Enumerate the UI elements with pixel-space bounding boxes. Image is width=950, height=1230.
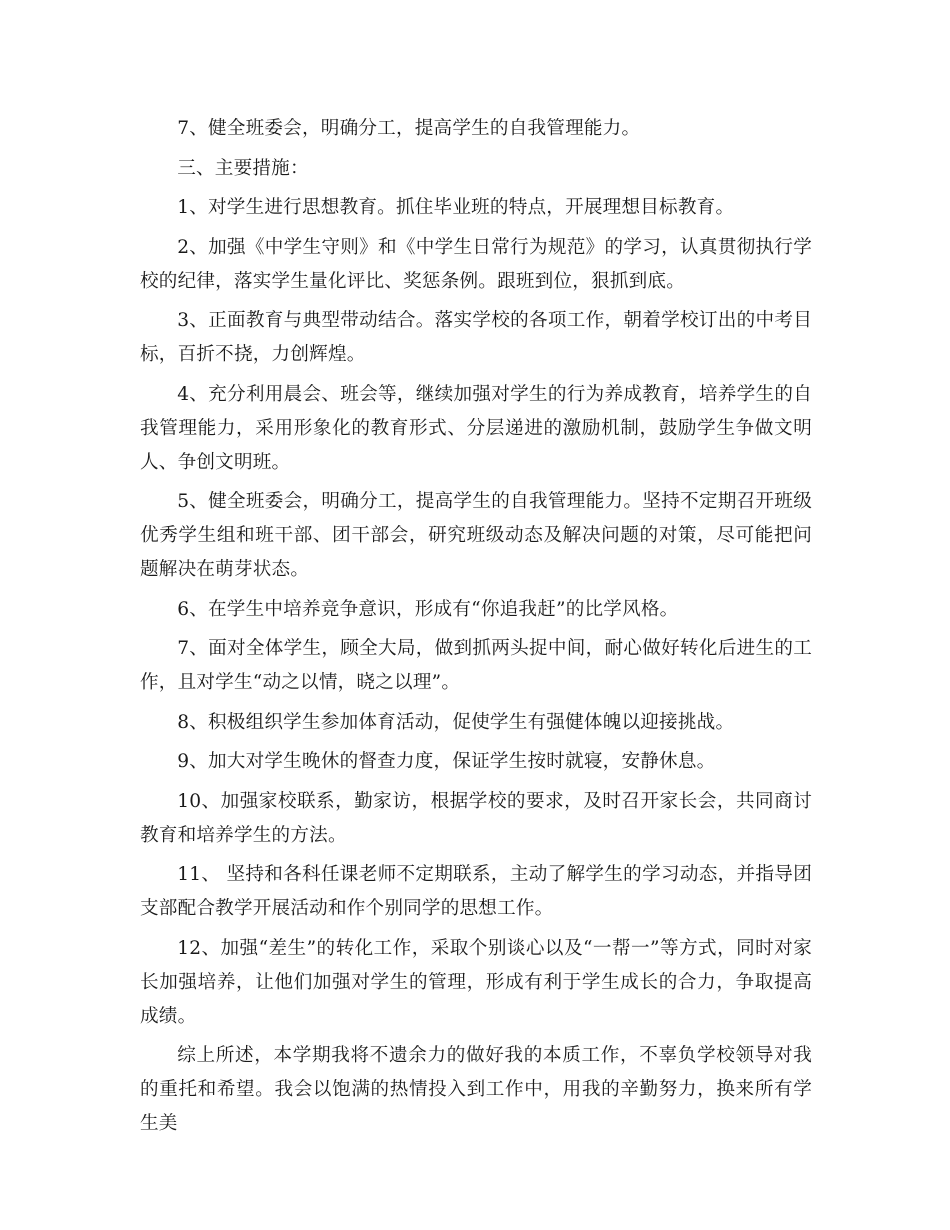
paragraph-measure-4: 4、充分利用晨会、班会等，继续加强对学生的行为养成教育，培养学生的自我管理能力，采用形象化的教育形式、分层递进的激励机制，鼓励学生争做文明人、争创文明班。 <box>140 383 812 473</box>
paragraph-conclusion: 综上所述，本学期我将不遗余力的做好我的本质工作，不辜负学校领导对我的重托和希望。我会以饱满的热情投入到工作中，用我的辛勤努力，换来所有学生美 <box>140 1045 812 1134</box>
paragraph-measure-8: 8、积极组织学生参加体育活动，促使学生有强健体魄以迎接挑战。 <box>177 711 735 733</box>
paragraph-measure-6: 6、在学生中培养竞争意识，形成有“你追我赶”的比学风格。 <box>177 598 679 620</box>
document-body <box>140 112 812 1147</box>
paragraph-measure-2: 2、加强《中学生守则》和《中学生日常行为规范》的学习，认真贯彻执行学校的纪律，落实学生量化评比、奖惩条例。跟班到位，狠抓到底。 <box>140 236 812 292</box>
paragraph-measure-12: 12、加强“差生”的转化工作，采取个别谈心以及“一帮一”等方式，同时对家长加强培养，让他们加强对学生的管理，形成有利于学生成长的合力，争取提高成绩。 <box>140 937 812 1027</box>
paragraph-measure-5: 5、健全班委会，明确分工，提高学生的自我管理能力。坚持不定期召开班级优秀学生组和班干部、团干部会，研究班级动态及解决问题的对策，尽可能把问题解决在萌芽状态。 <box>140 491 812 580</box>
paragraph-measure-11: 11、 坚持和各科任课老师不定期联系，主动了解学生的学习动态，并指导团支部配合教学开展活动和作个别同学的思想工作。 <box>140 864 812 919</box>
paragraph-measure-3: 3、正面教育与典型带动结合。落实学校的各项工作，朝着学校订出的中考目标，百折不挠，力创辉煌。 <box>140 310 812 365</box>
paragraph-measure-7: 7、面对全体学生，顾全大局，做到抓两头捉中间，耐心做好转化后进生的工作，且对学生“动之以情，晓之以理”。 <box>140 638 812 693</box>
section-heading-main-measures: 三、主要措施： <box>177 157 309 179</box>
paragraph-goal-7: 7、健全班委会，明确分工，提高学生的自我管理能力。 <box>177 118 641 139</box>
paragraph-measure-1: 1、对学生进行思想教育。抓住毕业班的特点，开展理想目标教育。 <box>177 197 735 218</box>
paragraph-measure-10: 10、加强家校联系，勤家访，根据学校的要求，及时召开家长会，共同商讨教育和培养学生的方法。 <box>140 790 812 846</box>
paragraph-measure-9: 9、加大对学生晚休的督查力度，保证学生按时就寝，安静休息。 <box>177 751 716 772</box>
